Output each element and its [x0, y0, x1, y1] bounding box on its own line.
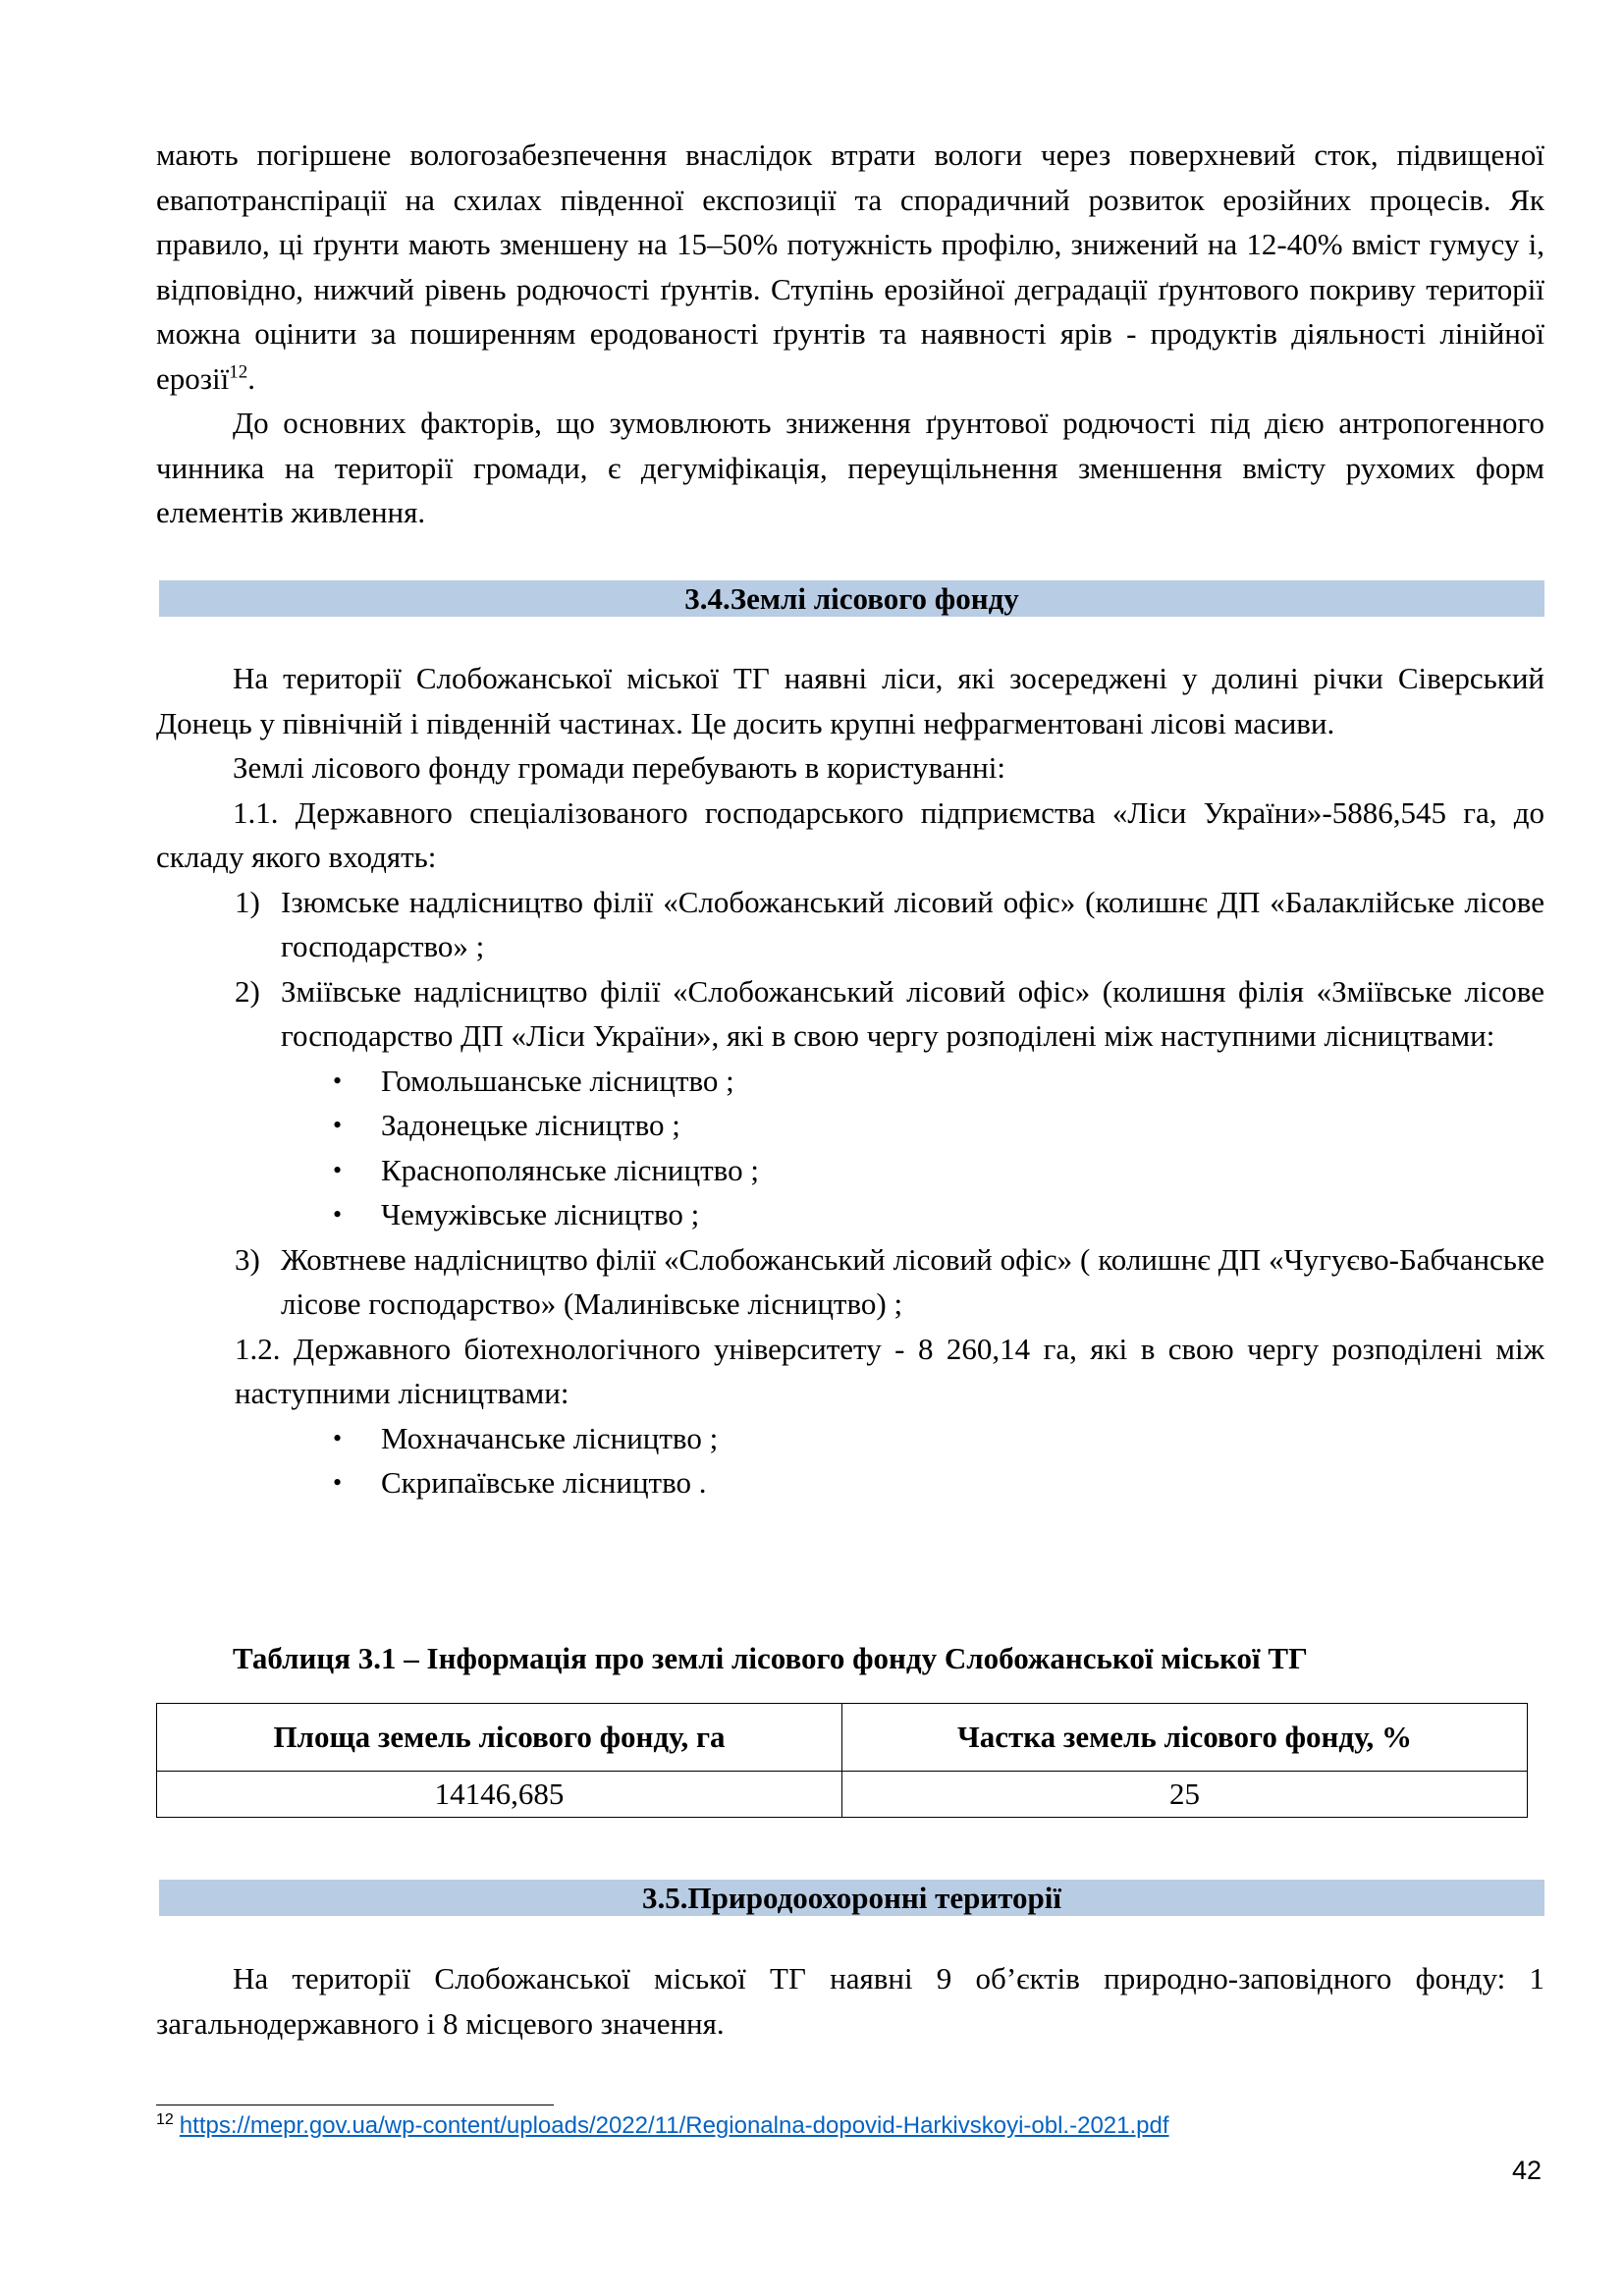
bullet-text: Гомольшанське лісництво ;: [381, 1063, 734, 1098]
intro-paragraph-1: [156, 133, 1544, 401]
footnote-number: 12: [156, 2111, 174, 2128]
numbered-item-text: Жовтневе надлісництво філії «Слобожанський лісовий офіс» ( колишнє ДП «Чугуєво-Бабчанське лісове господарство» (Малинівське лісництво) ;: [281, 1241, 1544, 1321]
forest-paragraph-2: Землі лісового фонду громади перебувають в користуванні:: [233, 750, 1005, 785]
table-header-cell: Площа земель лісового фонду, га: [157, 1704, 842, 1772]
numbered-item-marker: 1): [235, 884, 260, 919]
bullet-item: [156, 1192, 1544, 1237]
forest-info-table: [156, 1703, 1528, 1818]
bullet-item: [156, 1416, 1544, 1461]
table-title-block: [156, 1636, 1544, 1681]
footnote-reference[interactable]: 12: [229, 361, 248, 383]
table-title: Таблиця 3.1 – Інформація про землі лісового фонду Слобожанської міської ТГ: [233, 1641, 1308, 1675]
intro-paragraph-2: До основних факторів, що зумовлюють зниження ґрунтової родючості під дією антропогенного чинника на території громади, є дегуміфікація, переущільнення зменшення вмісту рухомих форм елементів живлення.: [156, 406, 1544, 529]
intro-section: [156, 133, 1544, 535]
bullet-text: Мохначанське лісництво ;: [381, 1420, 719, 1455]
numbered-item-marker: 2): [235, 973, 260, 1009]
intro-paragraph-1-end: .: [247, 360, 255, 396]
numbered-item-text: Ізюмське надлісництво філії «Слобожанський лісовий офіс» (колишнє ДП «Балаклійське лісове господарство» ;: [281, 884, 1544, 963]
section-3-5-body: [156, 1956, 1544, 2046]
bullet-text: Задонецьке лісництво ;: [381, 1108, 680, 1142]
bullet-icon: •: [333, 1111, 343, 1139]
numbered-item-1: [156, 880, 1544, 969]
bullet-icon: •: [333, 1423, 343, 1452]
intro-paragraph-1-text: мають погіршене вологозабезпечення внаслідок втрати вологи через поверхневий сток, підвищеної евапотранспірації на схилах південної експозиції та спорадичний розвиток ерозійних процесів. Як правило, ці ґрунти мають зменшену на 15–50% потужність профілю, знижений на 12-40% вміст гумусу і, відповідно, нижчий рівень родючості ґрунтів. Ступінь ерозійної деградації ґрунтового покриву території можна оцінити за поширенням еродованості ґрунтів та наявності ярів - продуктів діяльності лінійної ерозії: [156, 137, 1544, 396]
bullet-text: Краснополянське лісництво ;: [381, 1152, 759, 1187]
bullet-item: [156, 1460, 1544, 1505]
footnote: [156, 2111, 1169, 2140]
numbered-item-marker: 3): [235, 1241, 260, 1277]
bullet-icon: •: [333, 1200, 343, 1229]
bullet-item: [156, 1103, 1544, 1148]
protected-areas-paragraph: На території Слобожанської міської ТГ наявні 9 об’єктів природно-заповідного фонду: 1 загальнодержавного і 8 місцевого значення.: [156, 1961, 1544, 2041]
table-header-cell: Частка земель лісового фонду, %: [842, 1704, 1528, 1772]
table-header-row: [157, 1704, 1528, 1772]
numbered-item-text: Зміївське надлісництво філії «Слобожанський лісовий офіс» (колишня філія «Зміївське лісове господарство ДП «Ліси України», які в свою чергу розподілені між наступними лісництвами:: [281, 973, 1544, 1053]
bullet-icon: •: [333, 1155, 343, 1184]
section-3-4-body: [156, 656, 1544, 1505]
table-row: [157, 1772, 1528, 1818]
bullet-icon: •: [333, 1066, 343, 1095]
bullet-text: Скрипаївське лісництво .: [381, 1465, 707, 1500]
page-number: 42: [1512, 2156, 1543, 2185]
bullet-item: [156, 1059, 1544, 1104]
section-heading-3-4: 3.4.Землі лісового фонду: [159, 580, 1544, 617]
numbered-item-2: [156, 969, 1544, 1059]
forest-paragraph-3: 1.1. Державного спеціалізованого господарського підприємства «Ліси України»-5886,545 га, до складу якого входять:: [156, 794, 1544, 874]
forest-paragraph-1: На території Слобожанської міської ТГ наявні ліси, які зосереджені у долині річки Сіверський Донець у північній і південній частинах. Це досить крупні нефрагментовані лісові масиви.: [156, 661, 1544, 740]
table-cell: 14146,685: [157, 1772, 842, 1818]
footnote-link[interactable]: https://mepr.gov.ua/wp-content/uploads/2022/11/Regionalna-dopovid-Harkivskoyi-obl.-2021.pdf: [179, 2112, 1169, 2139]
bullet-item: [156, 1148, 1544, 1193]
table-cell: 25: [842, 1772, 1528, 1818]
forest-paragraph-4: 1.2. Державного біотехнологічного університету - 8 260,14 га, які в свою чергу розподілені між наступними лісництвами:: [235, 1331, 1544, 1410]
bullet-text: Чемужівське лісництво ;: [381, 1197, 700, 1231]
bullet-icon: •: [333, 1468, 343, 1497]
numbered-item-3: [156, 1237, 1544, 1327]
section-heading-3-5: 3.5.Природоохоронні території: [159, 1880, 1544, 1916]
